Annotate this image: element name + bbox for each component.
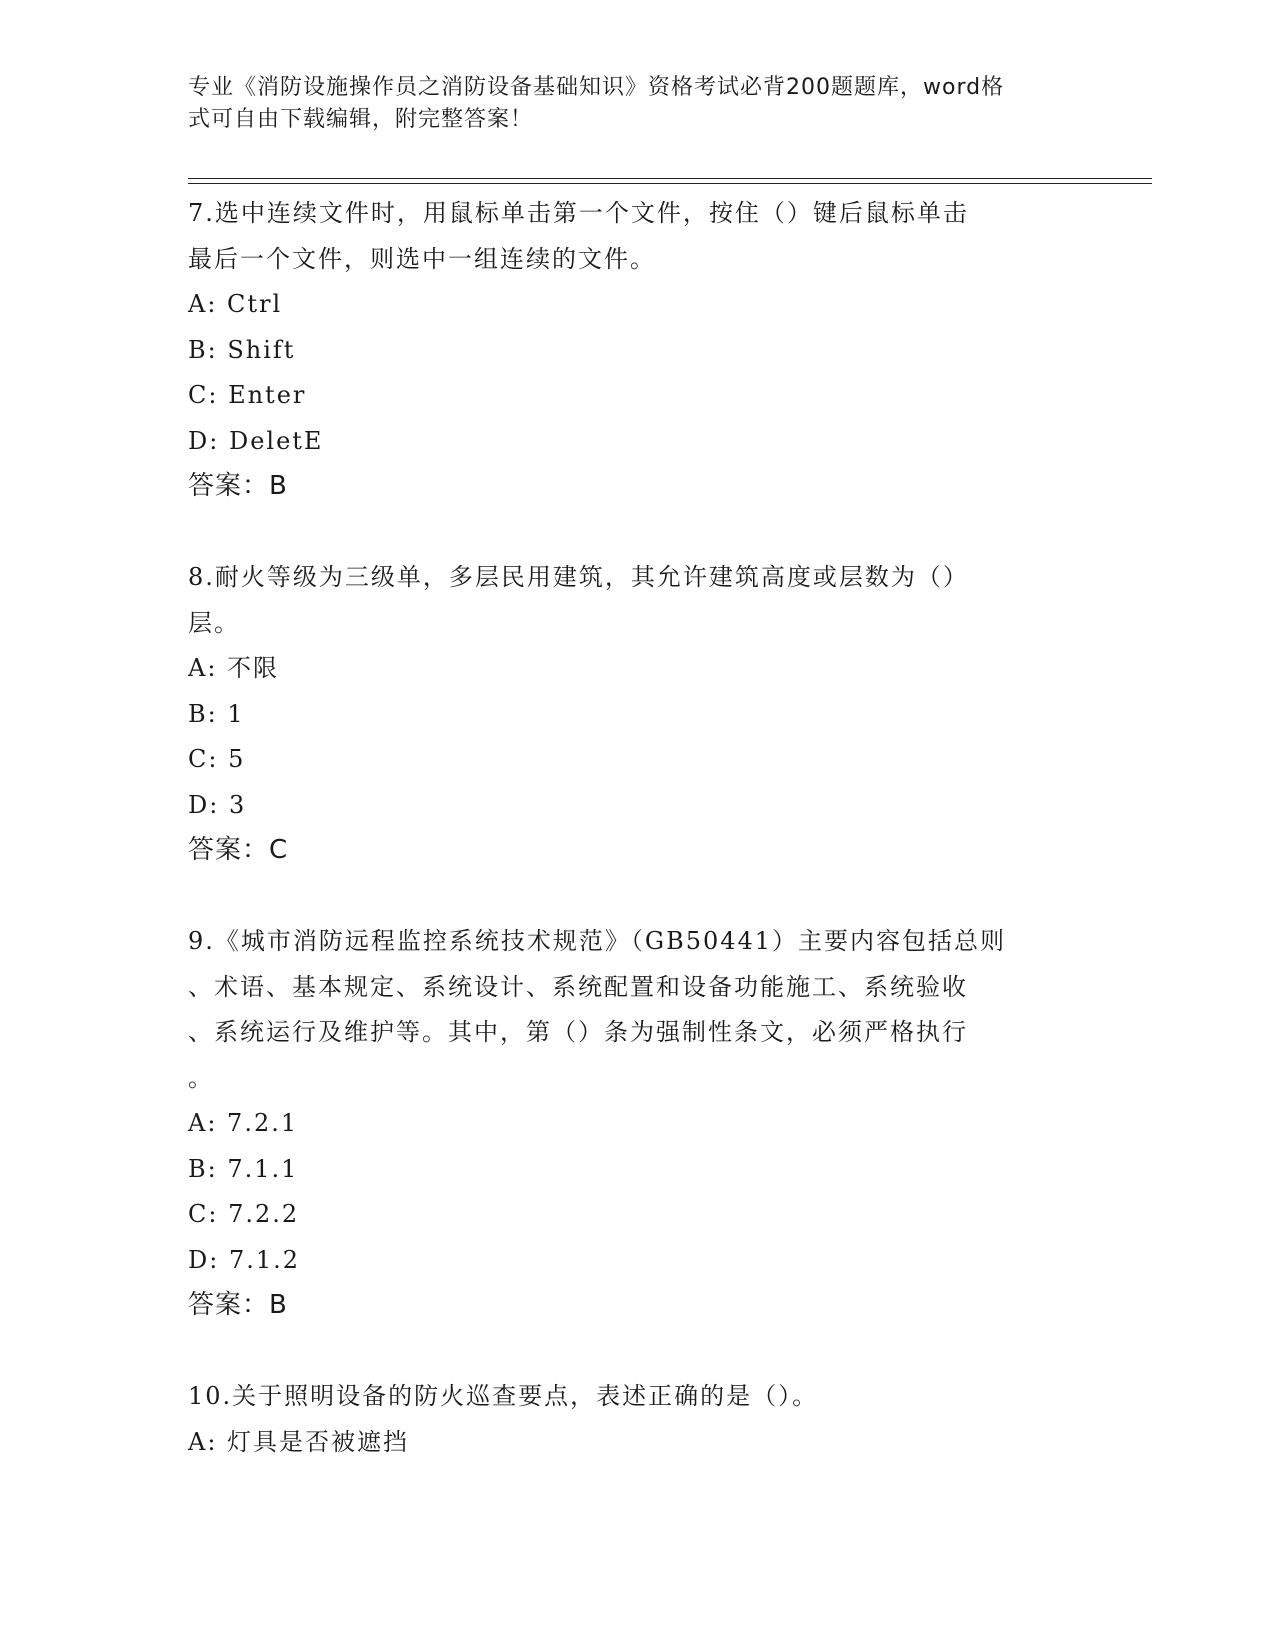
option-b: B: 7.1.1 (188, 1154, 299, 1183)
header-line-2: 式可自由下载编辑，附完整答案！ (188, 107, 534, 132)
question-9 (188, 919, 1088, 1329)
option-d: D: 3 (188, 790, 247, 819)
question-10 (188, 1374, 1088, 1465)
question-text-line: 7.选中连续文件时，用鼠标单击第一个文件，按住（）键后鼠标单击 (188, 199, 969, 227)
header-rule-bottom (188, 183, 1152, 184)
answer-line: 答案：B (188, 471, 288, 501)
question-spacer (188, 874, 1088, 920)
option-c: C: 7.2.2 (188, 1200, 300, 1228)
question-7 (188, 191, 1088, 510)
question-text-line: 层。 (188, 608, 240, 637)
option-d: D: DeletE (188, 426, 324, 455)
option-b: B: Shift (188, 335, 296, 364)
option-c: C: Enter (188, 381, 307, 409)
question-text-line: 9.《城市消防远程监控系统技术规范》（GB50441）主要内容包括总则 (188, 927, 1007, 955)
question-spacer (188, 510, 1088, 556)
option-a: A: 不限 (188, 654, 280, 682)
header-rule-top (188, 178, 1152, 179)
question-text-line: 、术语、基本规定、系统设计、系统配置和设备功能施工、系统验收 (188, 972, 968, 1001)
question-text-line: 。 (188, 1063, 214, 1092)
document-header (188, 72, 1068, 136)
answer-line: 答案：C (188, 835, 289, 865)
question-text-line: 8.耐火等级为三级单，多层民用建筑，其允许建筑高度或层数为（） (188, 563, 969, 591)
question-text-line: 10.关于照明设备的防火巡查要点，表述正确的是（）。 (188, 1382, 819, 1410)
question-list (188, 191, 1088, 1465)
option-a: A: Ctrl (188, 290, 283, 318)
question-text-line: 、系统运行及维护等。其中，第（）条为强制性条文，必须严格执行 (188, 1018, 968, 1046)
option-a: A: 灯具是否被遮挡 (188, 1427, 410, 1456)
question-spacer (188, 1329, 1088, 1375)
option-d: D: 7.1.2 (188, 1245, 301, 1274)
answer-line: 答案：B (188, 1290, 288, 1320)
question-text-line: 最后一个文件，则选中一组连续的文件。 (188, 244, 656, 273)
option-a: A: 7.2.1 (188, 1109, 299, 1137)
option-c: C: 5 (188, 745, 246, 773)
option-b: B: 1 (188, 699, 245, 728)
header-line-1: 专业《消防设施操作员之消防设备基础知识》资格考试必背200题题库，word格 (188, 75, 1005, 100)
question-8 (188, 555, 1088, 874)
